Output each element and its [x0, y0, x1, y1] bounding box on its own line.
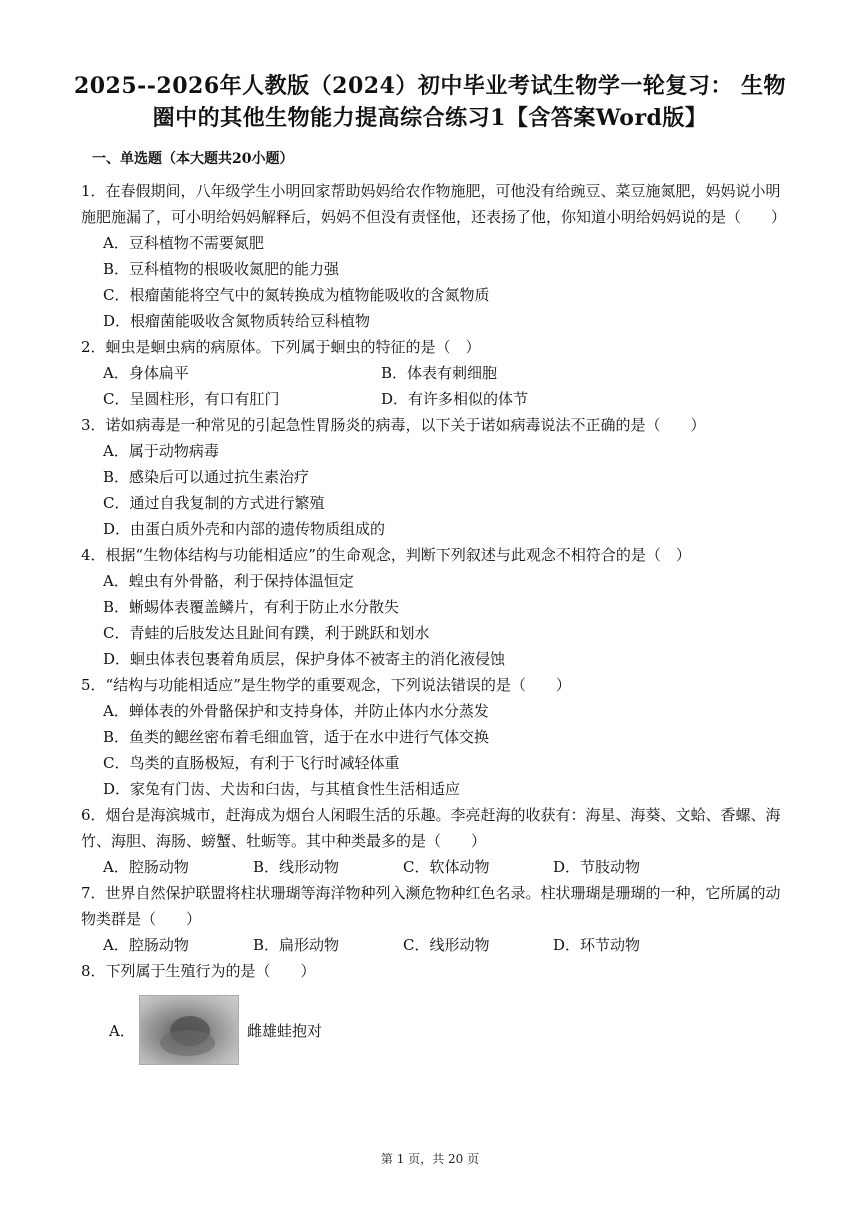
option-b: B．感染后可以通过抗生素治疗 — [103, 468, 310, 486]
option-d: D．蛔虫体表包裹着角质层，保护身体不被寄主的消化液侵蚀 — [103, 650, 506, 668]
document-title — [60, 70, 800, 134]
question-8 — [81, 958, 781, 1066]
option-a: A．腔肠动物 — [103, 858, 189, 876]
option-d: D．节肢动物 — [553, 858, 641, 876]
option-row — [81, 360, 781, 386]
frog-photo — [139, 995, 239, 1065]
question-stem: 1．在春假期间，八年级学生小明回家帮助妈妈给农作物施肥，可他没有给豌豆、菜豆施氮肥，妈妈说小明施肥施漏了，可小明给妈妈解释后，妈妈不但没有责怪他，还表扬了他，你知道小明给妈妈说的是（ ） — [81, 182, 787, 226]
option-b: B．扁形动物 — [253, 936, 340, 954]
option-caption: 雌雄蛙抱对 — [247, 1021, 323, 1040]
page-footer: 第 1 页，共 20 页 — [380, 1152, 480, 1166]
question-1 — [81, 178, 787, 334]
option-a: A．腔肠动物 — [103, 936, 189, 954]
option-a — [81, 994, 781, 1066]
option-b: B．豆科植物的根吸收氮肥的能力强 — [103, 260, 340, 278]
question-stem: 7．世界自然保护联盟将柱状珊瑚等海洋物种列入濒危物种红色名录。柱状珊瑚是珊瑚的一种，它所属的动物类群是（ ） — [81, 884, 781, 928]
option-b: B．鱼类的鳃丝密布着毛细血管，适于在水中进行气体交换 — [103, 728, 490, 746]
question-stem: 8．下列属于生殖行为的是（ ） — [81, 962, 316, 980]
option-a: A．蝉体表的外骨骼保护和支持身体，并防止体内水分蒸发 — [103, 702, 489, 720]
option-row — [81, 854, 781, 880]
title-line-1: 2025--2026年人教版（2024）初中毕业考试生物学一轮复习： 生物 — [73, 73, 787, 99]
option-b: B．蜥蜴体表覆盖鳞片，有利于防止水分散失 — [103, 598, 400, 616]
option-d: D．家兔有门齿、犬齿和臼齿，与其植食性生活相适应 — [103, 780, 461, 798]
question-stem: 5．“结构与功能相适应”是生物学的重要观念，下列说法错误的是（ ） — [81, 676, 571, 694]
option-b: B．线形动物 — [253, 858, 340, 876]
option-a: A．属于动物病毒 — [103, 442, 219, 460]
question-6 — [81, 802, 781, 880]
option-a: A．身体扁平 — [103, 364, 189, 382]
option-row — [81, 932, 781, 958]
question-stem: 3．诺如病毒是一种常见的引起急性胃肠炎的病毒，以下关于诺如病毒说法不正确的是（ ） — [81, 416, 706, 434]
question-list — [81, 178, 787, 1066]
option-b: B．体表有刺细胞 — [381, 364, 498, 382]
option-d: D．根瘤菌能吸收含氮物质转给豆科植物 — [103, 312, 371, 330]
option-c: C．线形动物 — [403, 936, 490, 954]
question-stem: 2．蛔虫是蛔虫病的病原体。下列属于蛔虫的特征的是（ ） — [81, 338, 481, 356]
option-d: D．有许多相似的体节 — [381, 390, 529, 408]
question-stem: 4．根据“生物体结构与功能相适应”的生命观念，判断下列叙述与此观念不相符合的是（ ） — [81, 546, 691, 564]
option-d: D．环节动物 — [553, 936, 641, 954]
option-c: C．通过自我复制的方式进行繁殖 — [103, 494, 325, 512]
option-c: C．呈圆柱形，有口有肛门 — [103, 390, 280, 408]
option-c: C．青蛙的后肢发达且趾间有蹼，利于跳跃和划水 — [103, 624, 430, 642]
question-stem: 6．烟台是海滨城市，赶海成为烟台人闲暇生活的乐趣。李亮赶海的收获有：海星、海葵、文蛤、香螺、海竹、海胆、海肠、螃蟹、牡蛎等。其中种类最多的是（ ） — [81, 806, 781, 850]
title-line-2: 圈中的其他生物能力提高综合练习1【含答案Word版】 — [152, 105, 708, 131]
question-2 — [81, 334, 781, 412]
option-c: C．根瘤菌能将空气中的氮转换成为植物能吸收的含氮物质 — [103, 286, 490, 304]
option-d: D．由蛋白质外壳和内部的遗传物质组成的 — [103, 520, 386, 538]
question-5 — [81, 672, 781, 802]
question-3 — [81, 412, 781, 542]
question-4 — [81, 542, 781, 672]
section-heading: 一、单选题（本大题共20小题） — [92, 151, 294, 167]
option-letter: A． — [109, 1021, 135, 1040]
option-c: C．软体动物 — [403, 858, 490, 876]
option-row — [81, 386, 781, 412]
option-a: A．豆科植物不需要氮肥 — [103, 234, 264, 252]
option-a: A．蝗虫有外骨骼，利于保持体温恒定 — [103, 572, 354, 590]
option-c: C．鸟类的直肠极短，有利于飞行时减轻体重 — [103, 754, 400, 772]
question-7 — [81, 880, 781, 958]
